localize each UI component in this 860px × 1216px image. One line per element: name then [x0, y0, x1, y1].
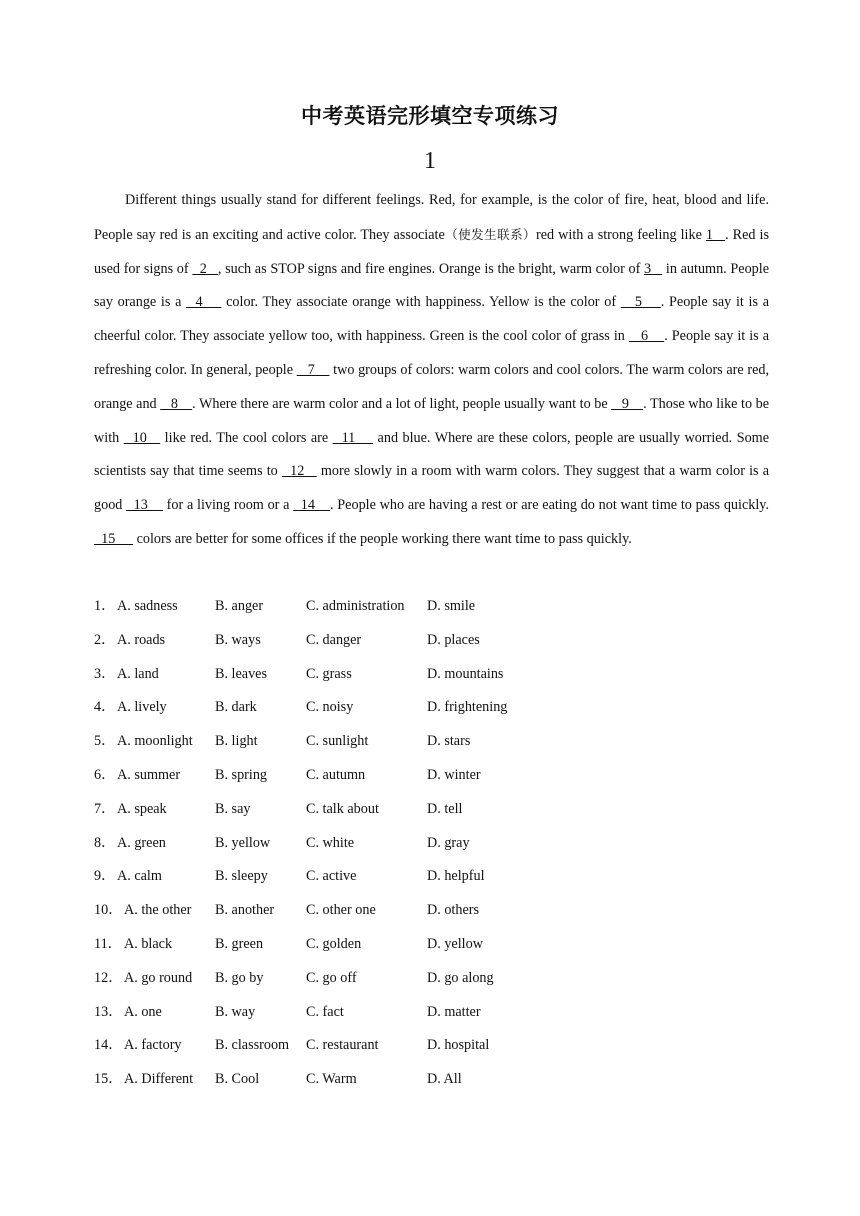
blank-1: 1	[705, 226, 726, 243]
option-c: C. autumn	[306, 766, 366, 783]
option-c: C. white	[306, 834, 355, 851]
option-a: A. the other	[124, 902, 192, 919]
option-d: D. go along	[427, 969, 494, 986]
question-number: 10．	[94, 902, 123, 919]
option-d: D. hospital	[427, 1037, 490, 1054]
question-row	[94, 590, 694, 624]
passage-text: . People who are having a rest or are eating do not want time to pass quickly.	[329, 497, 770, 514]
option-c: C. grass	[306, 665, 352, 682]
option-a: A. Different	[124, 1071, 194, 1088]
blank-15: 15	[94, 530, 134, 547]
option-c: C. administration	[306, 598, 405, 614]
option-c: C. danger	[306, 631, 362, 648]
option-d: D. places	[427, 631, 480, 648]
option-b: B. yellow	[215, 834, 271, 851]
question-number: 6．	[94, 766, 116, 783]
question-row	[94, 894, 694, 928]
question-row	[94, 860, 694, 894]
option-b: B. Cool	[215, 1071, 260, 1088]
option-b: B. go by	[215, 969, 264, 986]
question-number: 9．	[94, 868, 116, 885]
option-c: C. restaurant	[306, 1037, 379, 1054]
passage-text: . People say it is a refreshing color. In general, people	[94, 328, 770, 378]
question-row	[94, 624, 694, 658]
passage-text: color. They associate orange with happiness. Yellow is the color of	[221, 294, 621, 311]
option-d: D. matter	[427, 1003, 481, 1020]
option-a: A. green	[117, 834, 166, 851]
passage-text: red with a strong feeling like	[536, 226, 706, 243]
option-d: D. gray	[427, 834, 470, 851]
option-c: C. Warm	[306, 1071, 357, 1088]
question-number: 5．	[94, 733, 116, 750]
passage-text: more slowly in a room with warm colors. They suggest that a warm color is a good	[94, 463, 769, 514]
passage-text: Different things usually stand for different feelings. Red, for example, is the color of fire, heat, blood and life. People say red is an exciting and active color. They associate	[94, 192, 769, 243]
option-a: A. black	[124, 935, 173, 952]
blank-14: 14	[293, 497, 330, 514]
passage-text: colors are better for some offices if the people working there want time to pass quickly.	[133, 530, 632, 547]
option-d: D. All	[427, 1071, 462, 1088]
question-number: 2．	[94, 631, 116, 648]
question-row	[94, 725, 694, 759]
option-a: A. roads	[117, 631, 166, 648]
question-row	[94, 759, 694, 793]
option-a: A. sadness	[117, 598, 178, 614]
option-b: B. light	[215, 733, 258, 750]
page-title: 中考英语完形填空专项练习	[301, 104, 559, 128]
option-d: D. smile	[427, 598, 476, 614]
blank-2: 2	[192, 260, 218, 277]
blank-5: 5	[620, 294, 661, 311]
option-a: A. factory	[124, 1037, 182, 1054]
passage-text: . Those who like to be with	[94, 395, 769, 446]
blank-3: 3	[644, 260, 663, 277]
option-a: A. one	[124, 1003, 162, 1020]
option-a: A. moonlight	[117, 733, 193, 750]
passage-text: . People say it is a cheerful color. They associate yellow too, with happiness. Green is the cool color of grass in	[94, 294, 770, 345]
option-a: A. land	[117, 665, 159, 682]
question-number: 14．	[94, 1037, 123, 1054]
option-d: D. mountains	[427, 665, 504, 682]
option-d: D. others	[427, 902, 480, 919]
option-b: B. green	[215, 935, 264, 952]
option-b: B. ways	[215, 631, 261, 648]
option-c: C. active	[306, 868, 357, 885]
option-c: C. other one	[306, 902, 376, 919]
blank-8: 8	[160, 395, 193, 412]
blank-4: 4	[186, 294, 222, 311]
passage-text: . Red is used for signs of	[94, 226, 769, 277]
passage-text: . Where there are warm color and a lot of light, people usually want to be	[192, 395, 612, 412]
option-a: A. go round	[124, 969, 193, 986]
option-d: D. yellow	[427, 935, 483, 952]
option-c: C. talk about	[306, 800, 379, 817]
passage-text: like red. The cool colors are	[160, 429, 333, 446]
question-number: 8．	[94, 834, 116, 851]
passage-text: for a living room or a	[162, 497, 294, 514]
option-a: A. summer	[117, 766, 181, 783]
option-a: A. lively	[117, 699, 167, 716]
question-number: 3．	[94, 665, 116, 682]
question-number: 12．	[94, 969, 123, 986]
passage-text: and blue. Where are these colors, people are usually worried. Some scientists say that time seems to	[94, 429, 770, 480]
option-b: B. leaves	[215, 665, 268, 682]
cloze-passage	[94, 184, 769, 557]
option-b: B. spring	[215, 766, 268, 783]
question-row	[94, 827, 694, 861]
option-b: B. sleepy	[215, 868, 268, 885]
question-row	[94, 928, 694, 962]
option-d: D. helpful	[427, 868, 485, 885]
question-number: 11．	[94, 935, 122, 952]
option-c: C. fact	[306, 1003, 344, 1020]
blank-12: 12	[281, 463, 317, 480]
blank-13: 13	[126, 497, 163, 514]
question-number: 1．	[94, 598, 116, 614]
question-row	[94, 996, 694, 1030]
option-c: C. go off	[306, 969, 357, 986]
option-b: B. way	[215, 1003, 256, 1020]
blank-11: 11	[332, 429, 374, 446]
question-number: 13．	[94, 1003, 123, 1020]
question-row	[94, 962, 694, 996]
option-b: B. anger	[215, 598, 264, 614]
option-d: D. frightening	[427, 699, 508, 716]
blank-10: 10	[123, 429, 161, 446]
passage-text: , such as STOP signs and fire engines. Orange is the bright, warm color of	[217, 260, 645, 277]
option-c: C. noisy	[306, 699, 354, 716]
question-row	[94, 658, 694, 692]
blank-7: 7	[296, 361, 330, 378]
question-number: 4．	[94, 699, 116, 716]
passage-text: in autumn. People say orange is a	[94, 260, 770, 311]
question-number: 15．	[94, 1071, 123, 1088]
option-d: D. stars	[427, 733, 471, 750]
blank-9: 9	[611, 395, 644, 412]
question-number: 7．	[94, 800, 116, 817]
option-b: B. dark	[215, 699, 257, 716]
passage-annotation: （使发生联系）	[444, 226, 537, 242]
option-b: B. another	[215, 902, 275, 919]
passage-text: two groups of colors: warm colors and cool colors. The warm colors are red, orange and	[94, 361, 770, 412]
option-a: A. speak	[117, 800, 167, 817]
option-c: C. sunlight	[306, 733, 369, 750]
option-d: D. tell	[427, 800, 463, 817]
question-row	[94, 793, 694, 827]
option-c: C. golden	[306, 935, 362, 952]
question-row	[94, 1063, 694, 1097]
section-number: 1	[424, 148, 436, 174]
option-a: A. calm	[117, 868, 162, 885]
option-b: B. classroom	[215, 1037, 290, 1054]
question-row	[94, 691, 694, 725]
question-list	[94, 590, 694, 1097]
option-b: B. say	[215, 800, 251, 817]
question-row	[94, 1029, 694, 1063]
blank-6: 6	[628, 328, 665, 345]
option-d: D. winter	[427, 766, 481, 783]
